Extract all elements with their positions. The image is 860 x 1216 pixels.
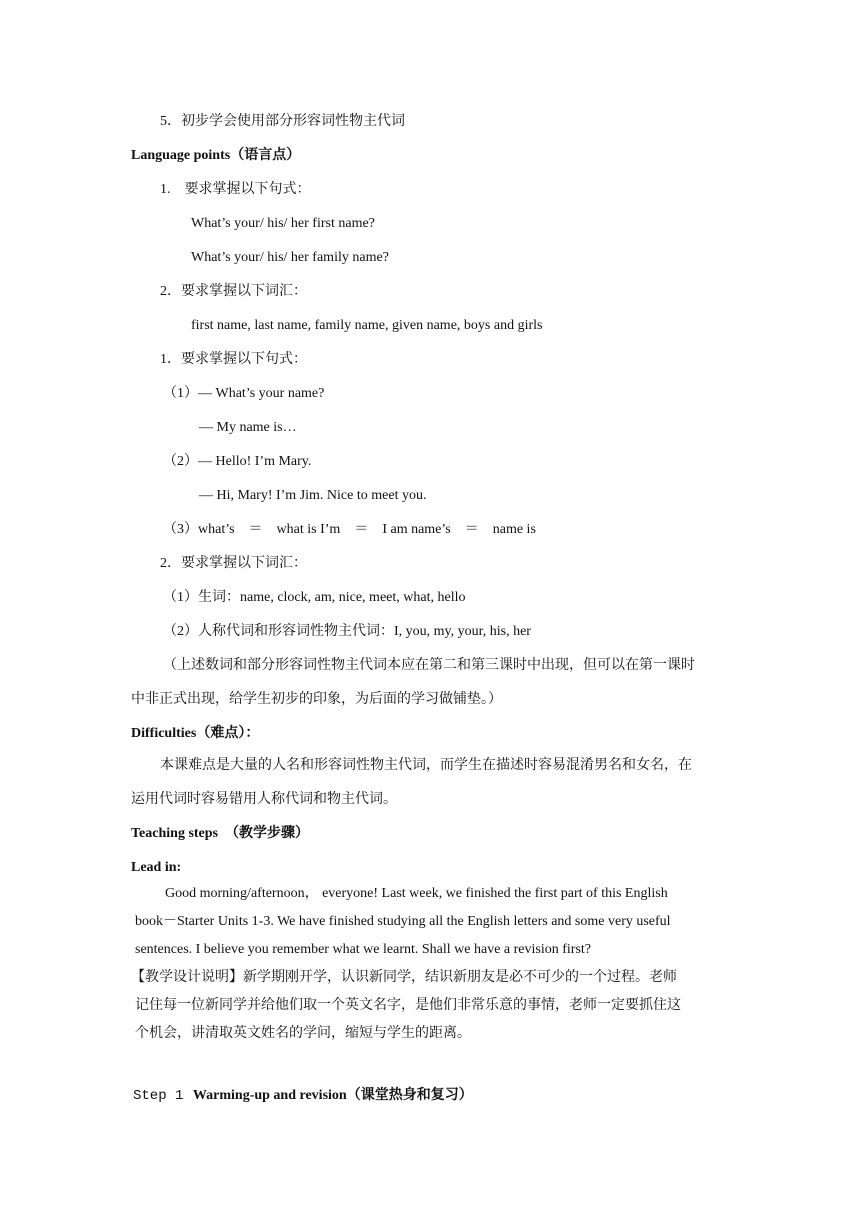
step-1-title: Warming-up and revision（课堂热身和复习）	[192, 1088, 473, 1103]
difficulties-line-2: 运用代词时容易错用人称代词和物主代词。	[131, 792, 397, 807]
design-note-line-2: 记住每一位新同学并给他们取一个英文名字，是他们非常乐意的事情，老师一定要抓住这	[135, 998, 681, 1013]
note-line-1: （上述数词和部分形容词性物主代词本应在第二和第三课时中出现，但可以在第一课时	[163, 658, 695, 673]
step-1-label: Step 1	[133, 1088, 184, 1104]
point-1-sentence-a: What’s your/ his/ her first name?	[191, 216, 375, 231]
point-1-heading: 1. 要求掌握以下句式：	[160, 182, 311, 197]
design-note-line-3: 个机会，讲清取英文姓名的学问，缩短与学生的距离。	[135, 1026, 471, 1041]
point-2-heading: 2．要求掌握以下词汇：	[160, 284, 307, 299]
heading-difficulties: Difficulties（难点）：	[131, 726, 260, 741]
difficulties-line-1: 本课难点是大量的人名和形容词性物主代词，而学生在描述时容易混淆男名和女名，在	[160, 758, 692, 773]
step-1-heading	[133, 1086, 473, 1106]
lead-in-line-3: sentences. I believe you remember what we learnt. Shall we have a revision first?	[135, 942, 591, 957]
lead-in-line-2: book－Starter Units 1-3. We have finished studying all the English letters and some very useful	[135, 914, 671, 929]
heading-language-points: Language points（语言点）	[131, 148, 301, 163]
objective-5: 5．初步学会使用部分形容词性物主代词	[160, 114, 405, 129]
dialogue-1-line-a: （1）— What’s your name?	[163, 386, 325, 401]
pronouns-line: （2）人称代词和形容词性物主代词：I, you, my, your, his, her	[163, 624, 531, 639]
contractions-line: （3）what’s ＝ what is I’m ＝ I am name’s ＝ name is	[163, 522, 536, 537]
dialogue-1-line-b: — My name is…	[199, 420, 297, 435]
note-line-2: 中非正式出现，给学生初步的印象，为后面的学习做铺垫。）	[131, 692, 502, 707]
dialogue-2-line-b: — Hi, Mary! I’m Jim. Nice to meet you.	[199, 488, 427, 503]
vocabulary-heading: 2．要求掌握以下词汇：	[160, 556, 307, 571]
heading-lead-in: Lead in:	[131, 860, 182, 875]
dialogue-2-line-a: （2）— Hello! I’m Mary.	[163, 454, 312, 469]
new-words-line: （1）生词：name, clock, am, nice, meet, what, hello	[163, 590, 466, 605]
lead-in-line-1: Good morning/afternoon， everyone! Last week, we finished the first part of this English	[165, 886, 668, 901]
point-2-vocabulary: first name, last name, family name, given name, boys and girls	[191, 318, 543, 333]
sentence-patterns-heading: 1．要求掌握以下句式：	[160, 352, 307, 367]
design-note-line-1: 【教学设计说明】新学期刚开学，认识新同学，结识新朋友是必不可少的一个过程。老师	[131, 970, 677, 985]
heading-teaching-steps: Teaching steps （教学步骤）	[131, 826, 310, 841]
point-1-sentence-b: What’s your/ his/ her family name?	[191, 250, 389, 265]
